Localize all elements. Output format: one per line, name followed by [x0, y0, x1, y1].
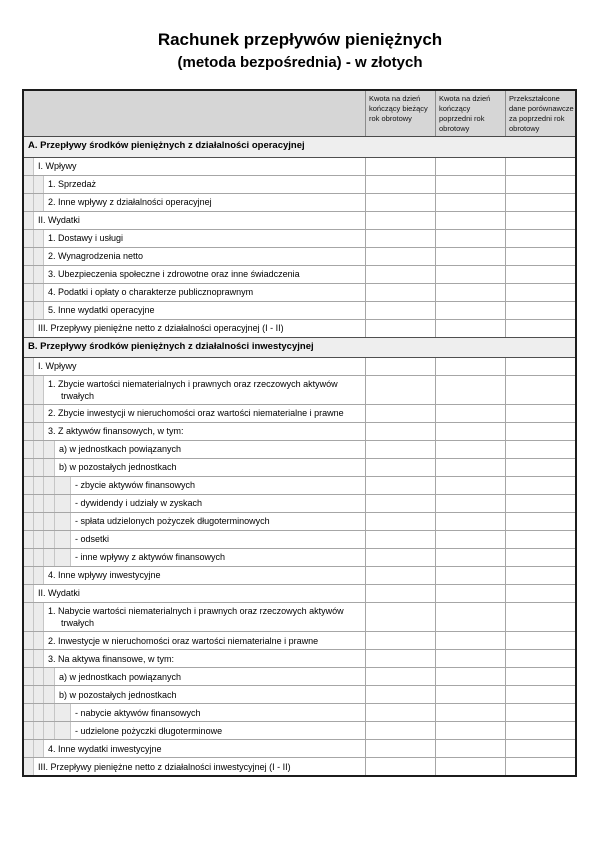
indent-gutter [24, 531, 34, 548]
value-cell[interactable] [505, 668, 575, 685]
row-label-area [24, 176, 365, 193]
table-body [24, 137, 575, 776]
indent-gutter [24, 176, 34, 193]
value-cell[interactable] [435, 513, 505, 530]
table-row [24, 685, 575, 703]
value-cell[interactable] [365, 549, 435, 566]
indent-gutter [24, 266, 34, 283]
row-label-area [24, 358, 365, 375]
indent-gutter [34, 650, 44, 667]
row-label: - spłata udzielonych pożyczek długoterminowych [75, 516, 270, 527]
row-label: 3. Z aktywów finansowych, w tym: [48, 426, 184, 437]
row-label: - dywidendy i udziały w zyskach [75, 498, 203, 509]
row-label: I. Wpływy [38, 360, 77, 371]
indent-gutter [34, 668, 44, 685]
indent-gutter [34, 230, 44, 247]
indent-gutter [24, 212, 34, 229]
value-cell[interactable] [435, 740, 505, 757]
value-cell[interactable] [365, 513, 435, 530]
row-label-area [24, 686, 365, 703]
value-cell[interactable] [365, 423, 435, 440]
value-cell[interactable] [435, 266, 505, 283]
value-cell[interactable] [365, 477, 435, 494]
value-cell[interactable] [435, 722, 505, 739]
indent-gutter [24, 194, 34, 211]
indent-gutter [24, 405, 34, 422]
row-label: 3. Na aktywa finansowe, w tym: [48, 653, 175, 664]
indent-gutter [24, 284, 34, 301]
corner-cell [24, 91, 365, 136]
value-cell[interactable] [435, 212, 505, 229]
value-cell[interactable] [365, 603, 435, 631]
value-cell[interactable] [505, 176, 575, 193]
indent-gutter [44, 441, 55, 458]
value-cell[interactable] [435, 459, 505, 476]
indent-gutter [44, 477, 55, 494]
row-label: 1. Sprzedaż [48, 178, 97, 189]
indent-gutter [24, 358, 34, 375]
value-cell[interactable] [505, 212, 575, 229]
row-label-area [24, 302, 365, 319]
cash-flow-table [22, 89, 577, 777]
row-label-area [24, 603, 365, 631]
value-cell[interactable] [365, 758, 435, 775]
value-cell[interactable] [365, 704, 435, 721]
row-label: II. Wydatki [38, 214, 80, 225]
value-cell[interactable] [505, 320, 575, 337]
table-row [24, 193, 575, 211]
row-label-area [24, 248, 365, 265]
indent-gutter [24, 495, 34, 512]
row-label: 2. Inwestycje w nieruchomości oraz wartości niematerialne i prawne [48, 635, 319, 646]
page-title: Rachunek przepływów pieniężnych [157, 30, 443, 49]
row-label: 4. Inne wydatki inwestycyjne [48, 743, 162, 754]
indent-gutter [24, 459, 34, 476]
row-label-area [24, 158, 365, 175]
value-cell[interactable] [365, 358, 435, 375]
value-cell[interactable] [435, 549, 505, 566]
value-cell[interactable] [365, 531, 435, 548]
row-label: 1. Dostawy i usługi [48, 232, 124, 243]
row-label: a) w jednostkach powiązanych [59, 444, 182, 455]
value-cell[interactable] [365, 158, 435, 175]
row-label: III. Przepływy pieniężne netto z działalności inwestycyjnej (I - II) [38, 761, 291, 772]
indent-gutter [24, 758, 34, 775]
value-cell[interactable] [505, 531, 575, 548]
indent-gutter [24, 477, 34, 494]
row-label: III. Przepływy pieniężne netto z działalności operacyjnej (I - II) [38, 322, 284, 333]
row-label-area [24, 284, 365, 301]
row-label-area [24, 212, 365, 229]
value-cell[interactable] [365, 567, 435, 584]
indent-gutter [34, 531, 44, 548]
row-label: 5. Inne wydatki operacyjne [48, 304, 155, 315]
value-cell[interactable] [505, 248, 575, 265]
value-cell[interactable] [505, 158, 575, 175]
document-header [0, 0, 600, 71]
value-cell[interactable] [435, 495, 505, 512]
row-label: - udzielone pożyczki długoterminowe [75, 725, 223, 736]
value-cell[interactable] [505, 230, 575, 247]
row-label: 2. Inne wpływy z działalności operacyjnej [48, 196, 212, 207]
value-cell[interactable] [435, 158, 505, 175]
indent-gutter [24, 567, 34, 584]
row-label-area [24, 531, 365, 548]
column-header-restated-comparative: Przekształcone dane porównawcze za poprzedni rok obrotowy [505, 91, 575, 136]
row-label-area [24, 423, 365, 440]
indent-gutter [44, 722, 55, 739]
value-cell[interactable] [435, 423, 505, 440]
row-label: 4. Podatki i opłaty o charakterze publicznoprawnym [48, 286, 254, 297]
row-label-area [24, 758, 365, 775]
table-row [24, 301, 575, 319]
value-cell[interactable] [435, 668, 505, 685]
table-row [24, 422, 575, 440]
row-label: - nabycie aktywów finansowych [75, 707, 201, 718]
indent-gutter [34, 495, 44, 512]
table-row [24, 157, 575, 175]
value-cell[interactable] [365, 650, 435, 667]
table-row [24, 584, 575, 602]
table-row [24, 175, 575, 193]
page-subtitle: (metoda bezpośrednia) - w złotych [177, 54, 423, 71]
table-row [24, 530, 575, 548]
value-cell[interactable] [365, 248, 435, 265]
indent-gutter [34, 284, 44, 301]
table-row [24, 494, 575, 512]
table-row [24, 319, 575, 337]
value-cell[interactable] [505, 632, 575, 649]
indent-gutter [44, 459, 55, 476]
indent-gutter [34, 302, 44, 319]
indent-gutter [55, 722, 71, 739]
row-label-area [24, 338, 575, 357]
value-cell[interactable] [365, 441, 435, 458]
value-cell[interactable] [435, 194, 505, 211]
table-row [24, 512, 575, 530]
indent-gutter [44, 549, 55, 566]
value-cell[interactable] [505, 423, 575, 440]
value-cell[interactable] [505, 459, 575, 476]
indent-gutter [44, 686, 55, 703]
value-cell[interactable] [435, 230, 505, 247]
row-label: II. Wydatki [38, 588, 80, 599]
value-cell[interactable] [435, 704, 505, 721]
value-cell[interactable] [505, 585, 575, 602]
column-header-current-year: Kwota na dzień kończący bieżący rok obrotowy [365, 91, 435, 136]
indent-gutter [34, 459, 44, 476]
indent-gutter [44, 531, 55, 548]
indent-gutter [34, 376, 44, 404]
indent-gutter [24, 686, 34, 703]
indent-gutter [24, 549, 34, 566]
indent-gutter [34, 704, 44, 721]
indent-gutter [34, 686, 44, 703]
value-cell[interactable] [435, 376, 505, 404]
value-cell[interactable] [365, 668, 435, 685]
indent-gutter [24, 603, 34, 631]
row-label-area [24, 668, 365, 685]
table-row [24, 631, 575, 649]
indent-gutter [24, 632, 34, 649]
table-row [24, 458, 575, 476]
table-row [24, 566, 575, 584]
value-cell[interactable] [365, 376, 435, 404]
value-cell[interactable] [365, 459, 435, 476]
table-row [24, 265, 575, 283]
value-cell[interactable] [505, 495, 575, 512]
value-cell[interactable] [365, 284, 435, 301]
indent-gutter [44, 668, 55, 685]
indent-gutter [34, 722, 44, 739]
value-cell[interactable] [435, 248, 505, 265]
value-cell[interactable] [505, 405, 575, 422]
row-label: 2. Zbycie inwestycji w nieruchomości oraz wartości niematerialne i prawne [48, 408, 344, 419]
value-cell[interactable] [435, 302, 505, 319]
indent-gutter [24, 376, 34, 404]
row-label-area [24, 230, 365, 247]
row-label-area [24, 405, 365, 422]
table-row [24, 375, 575, 404]
value-cell[interactable] [505, 722, 575, 739]
value-cell[interactable] [505, 513, 575, 530]
value-cell[interactable] [435, 567, 505, 584]
value-cell[interactable] [505, 758, 575, 775]
row-label-area [24, 704, 365, 721]
table-row [24, 283, 575, 301]
value-cell[interactable] [505, 441, 575, 458]
row-label: b) w pozostałych jednostkach [59, 462, 177, 473]
value-cell[interactable] [435, 405, 505, 422]
row-label: - inne wpływy z aktywów finansowych [75, 552, 226, 563]
value-cell[interactable] [365, 585, 435, 602]
section-header-row [24, 337, 575, 357]
table-row [24, 602, 575, 631]
indent-gutter [24, 513, 34, 530]
table-row [24, 649, 575, 667]
indent-gutter [24, 302, 34, 319]
indent-gutter [34, 423, 44, 440]
table-row [24, 247, 575, 265]
row-label-area [24, 137, 575, 157]
value-cell[interactable] [365, 194, 435, 211]
table-row [24, 739, 575, 757]
value-cell[interactable] [435, 441, 505, 458]
indent-gutter [44, 513, 55, 530]
value-cell[interactable] [365, 405, 435, 422]
row-label: - zbycie aktywów finansowych [75, 480, 196, 491]
value-cell[interactable] [435, 477, 505, 494]
row-label-area [24, 320, 365, 337]
table-row [24, 667, 575, 685]
value-cell[interactable] [435, 632, 505, 649]
table-row [24, 404, 575, 422]
value-cell[interactable] [505, 376, 575, 404]
indent-gutter [55, 477, 71, 494]
value-cell[interactable] [365, 740, 435, 757]
table-row [24, 229, 575, 247]
indent-gutter [34, 567, 44, 584]
row-label: I. Wpływy [38, 160, 77, 171]
indent-gutter [55, 704, 71, 721]
value-cell[interactable] [505, 284, 575, 301]
row-label: 4. Inne wpływy inwestycyjne [48, 570, 161, 581]
indent-gutter [34, 194, 44, 211]
value-cell[interactable] [365, 632, 435, 649]
table-row [24, 548, 575, 566]
table-row [24, 440, 575, 458]
column-header-previous-year: Kwota na dzień kończący poprzedni rok obrotowy [435, 91, 505, 136]
table-row [24, 721, 575, 739]
value-cell[interactable] [505, 477, 575, 494]
value-cell[interactable] [365, 495, 435, 512]
value-cell[interactable] [365, 230, 435, 247]
indent-gutter [34, 632, 44, 649]
indent-gutter [34, 441, 44, 458]
row-label: 1. Zbycie wartości niematerialnych i prawnych oraz rzeczowych aktywów trwałych [48, 378, 338, 401]
row-label-area [24, 376, 365, 404]
row-label: B. Przepływy środków pieniężnych z działalności inwestycyjnej [28, 340, 314, 352]
indent-gutter [34, 248, 44, 265]
value-cell[interactable] [505, 567, 575, 584]
value-cell[interactable] [505, 194, 575, 211]
value-cell[interactable] [505, 704, 575, 721]
indent-gutter [34, 513, 44, 530]
indent-gutter [24, 668, 34, 685]
table-header-row [24, 91, 575, 137]
value-cell[interactable] [435, 531, 505, 548]
row-label-area [24, 266, 365, 283]
indent-gutter [34, 549, 44, 566]
value-cell[interactable] [505, 358, 575, 375]
table-row [24, 476, 575, 494]
indent-gutter [24, 158, 34, 175]
row-label-area [24, 567, 365, 584]
indent-gutter [34, 405, 44, 422]
row-label: 3. Ubezpieczenia społeczne i zdrowotne oraz inne świadczenia [48, 268, 300, 279]
value-cell[interactable] [505, 650, 575, 667]
row-label-area [24, 740, 365, 757]
row-label: 1. Nabycie wartości niematerialnych i prawnych oraz rzeczowych aktywów trwałych [48, 605, 344, 628]
value-cell[interactable] [435, 585, 505, 602]
row-label: b) w pozostałych jednostkach [59, 689, 177, 700]
value-cell[interactable] [365, 212, 435, 229]
value-cell[interactable] [505, 686, 575, 703]
section-header-row [24, 137, 575, 157]
value-cell[interactable] [365, 266, 435, 283]
indent-gutter [55, 495, 71, 512]
row-label-area [24, 632, 365, 649]
indent-gutter [44, 704, 55, 721]
row-label-area [24, 549, 365, 566]
row-label-area [24, 459, 365, 476]
value-cell[interactable] [365, 176, 435, 193]
row-label-area [24, 194, 365, 211]
row-label: - odsetki [75, 534, 110, 545]
row-label-area [24, 722, 365, 739]
indent-gutter [24, 585, 34, 602]
indent-gutter [24, 722, 34, 739]
value-cell[interactable] [365, 722, 435, 739]
table-row [24, 757, 575, 775]
value-cell[interactable] [435, 320, 505, 337]
row-label-area [24, 650, 365, 667]
row-label-area [24, 495, 365, 512]
value-cell[interactable] [435, 650, 505, 667]
table-row [24, 211, 575, 229]
value-cell[interactable] [435, 603, 505, 631]
value-cell[interactable] [505, 740, 575, 757]
indent-gutter [24, 704, 34, 721]
value-cell[interactable] [365, 320, 435, 337]
indent-gutter [24, 423, 34, 440]
value-cell[interactable] [505, 302, 575, 319]
value-cell[interactable] [505, 549, 575, 566]
row-label-area [24, 585, 365, 602]
value-cell[interactable] [505, 266, 575, 283]
indent-gutter [55, 513, 71, 530]
indent-gutter [55, 531, 71, 548]
value-cell[interactable] [435, 758, 505, 775]
value-cell[interactable] [505, 603, 575, 631]
indent-gutter [34, 477, 44, 494]
table-row [24, 703, 575, 721]
value-cell[interactable] [435, 284, 505, 301]
value-cell[interactable] [435, 686, 505, 703]
indent-gutter [24, 248, 34, 265]
indent-gutter [34, 176, 44, 193]
indent-gutter [34, 603, 44, 631]
row-label-area [24, 441, 365, 458]
row-label: 2. Wynagrodzenia netto [48, 250, 143, 261]
indent-gutter [24, 740, 34, 757]
value-cell[interactable] [365, 686, 435, 703]
indent-gutter [34, 266, 44, 283]
indent-gutter [24, 230, 34, 247]
indent-gutter [34, 740, 44, 757]
indent-gutter [24, 441, 34, 458]
value-cell[interactable] [435, 176, 505, 193]
row-label-area [24, 513, 365, 530]
row-label-area [24, 477, 365, 494]
indent-gutter [24, 650, 34, 667]
value-cell[interactable] [365, 302, 435, 319]
table-row [24, 357, 575, 375]
indent-gutter [44, 495, 55, 512]
indent-gutter [24, 320, 34, 337]
value-cell[interactable] [435, 358, 505, 375]
row-label: a) w jednostkach powiązanych [59, 671, 182, 682]
row-label: A. Przepływy środków pieniężnych z działalności operacyjnej [28, 140, 305, 152]
indent-gutter [55, 549, 71, 566]
